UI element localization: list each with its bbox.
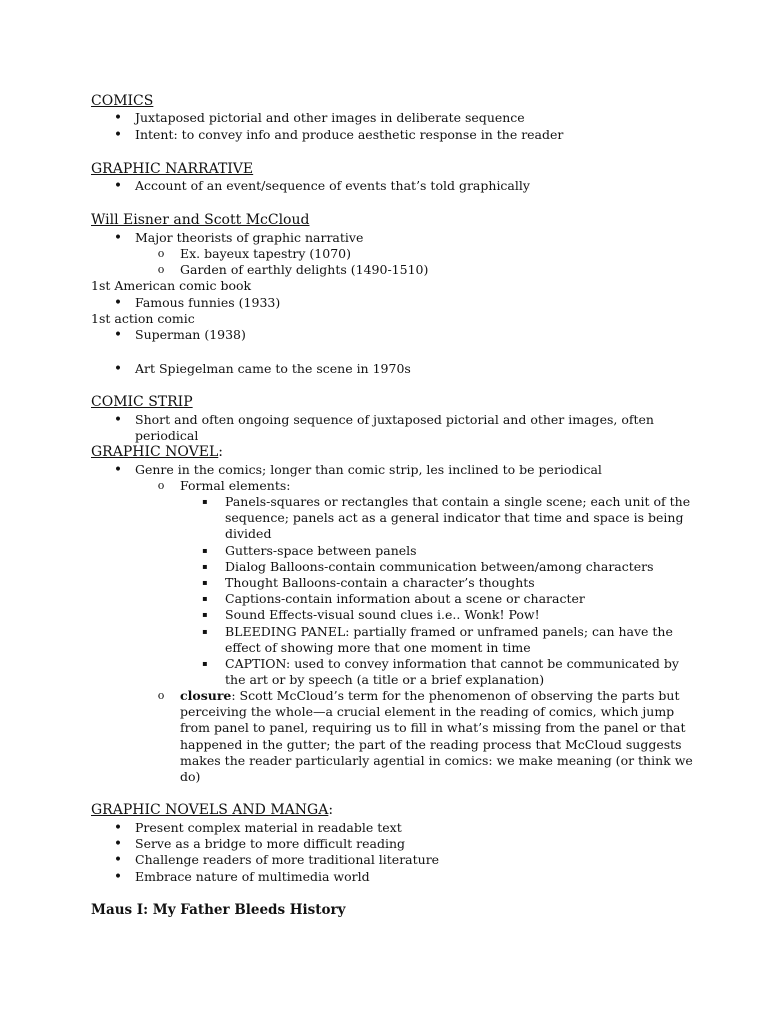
square-marker: ▪ (202, 562, 208, 571)
list-item-continuation: periodical (135, 428, 199, 443)
square-marker: ▪ (202, 594, 208, 603)
bullet-marker: • (113, 869, 123, 885)
element-item: Gutters-space between panels (225, 543, 417, 558)
bullet-marker: • (113, 462, 123, 478)
list-item: Major theorists of graphic narrative (135, 230, 364, 245)
list-item: Present complex material in readable text (135, 820, 402, 835)
closure-continuation: perceiving the whole—a crucial element in the reading of comics, which jump (180, 704, 675, 719)
square-marker: ▪ (202, 627, 208, 636)
element-item: CAPTION: used to convey information that cannot be communicated by (225, 656, 679, 671)
bullet-marker: • (113, 110, 123, 126)
element-item: Panels-squares or rectangles that contain a single scene; each unit of the (225, 494, 691, 509)
list-item: Embrace nature of multimedia world (135, 869, 370, 884)
element-item: BLEEDING PANEL: partially framed or unframed panels; can have the (225, 624, 673, 639)
bullet-marker: • (113, 361, 123, 377)
heading-graphic-novel: GRAPHIC NOVEL (91, 444, 219, 460)
list-item: Account of an event/sequence of events that’s told graphically (135, 178, 530, 193)
label-first-comic-book: 1st American comic book (91, 278, 252, 293)
heading-comics: COMICS (91, 93, 154, 109)
element-continuation: divided (225, 526, 272, 541)
list-item: Short and often ongoing sequence of juxtaposed pictorial and other images, often (135, 412, 654, 427)
bullet-marker: • (113, 295, 123, 311)
list-item: Challenge readers of more traditional literature (135, 852, 440, 867)
bullet-marker: • (113, 230, 123, 246)
circle-marker: o (157, 247, 165, 260)
heading-eisner-mccloud: Will Eisner and Scott McCloud (91, 212, 310, 228)
square-marker: ▪ (202, 659, 208, 668)
element-continuation: the art or by speech (a title or a brief explanation) (225, 672, 545, 687)
square-marker: ▪ (202, 546, 208, 555)
bullet-marker: • (113, 412, 123, 428)
list-subitem: Ex. bayeux tapestry (1070) (180, 246, 351, 261)
element-continuation: effect of showing more that one moment in time (225, 640, 531, 655)
heading-graphic-novel-row (91, 444, 223, 460)
list-item: Juxtaposed pictorial and other images in deliberate sequence (135, 110, 525, 125)
element-item: Dialog Balloons-contain communication between/among characters (225, 559, 654, 574)
list-item: Intent: to convey info and produce aesthetic response in the reader (135, 127, 564, 142)
bullet-marker: • (113, 327, 123, 343)
heading-colon: : (218, 444, 223, 460)
bullet-marker: • (113, 178, 123, 194)
closure-continuation: from panel to panel, requiring us to fill in what’s missing from the panel or that (180, 720, 686, 735)
heading-novels-manga: GRAPHIC NOVELS AND MANGA (91, 802, 329, 818)
bullet-marker: • (113, 820, 123, 836)
square-marker: ▪ (202, 497, 208, 506)
bullet-marker: • (113, 127, 123, 143)
closure-continuation: happened in the gutter; the part of the reading process that McCloud suggests (180, 737, 682, 752)
list-item: Famous funnies (1933) (135, 295, 281, 310)
list-item: Genre in the comics; longer than comic strip, les inclined to be periodical (135, 462, 602, 477)
heading-colon: : (328, 802, 334, 818)
maus-title: Maus I: My Father Bleeds History (91, 902, 346, 918)
circle-marker: o (157, 263, 165, 276)
list-item: Art Spiegelman came to the scene in 1970s (135, 361, 411, 376)
square-marker: ▪ (202, 578, 208, 587)
list-item: Superman (1938) (135, 327, 246, 342)
element-item: Captions-contain information about a scene or character (225, 591, 585, 606)
element-item: Sound Effects-visual sound clues i.e.. Wonk! Pow! (225, 607, 540, 622)
heading-graphic-narrative: GRAPHIC NARRATIVE (91, 161, 254, 177)
closure-definition: : Scott McCloud’s term for the phenomenon of observing the parts but (231, 688, 680, 703)
closure-line (180, 688, 680, 704)
closure-continuation: do) (180, 769, 201, 784)
list-subitem: Garden of earthly delights (1490-1510) (180, 262, 429, 277)
square-marker: ▪ (202, 610, 208, 619)
bullet-marker: • (113, 852, 123, 868)
list-item: Serve as a bridge to more difficult reading (135, 836, 406, 851)
heading-novels-manga-row (91, 802, 333, 818)
element-continuation: sequence; panels act as a general indicator that time and space is being (225, 510, 684, 525)
closure-term: closure (180, 688, 232, 703)
heading-comic-strip: COMIC STRIP (91, 394, 193, 410)
circle-marker: o (157, 479, 165, 492)
label-first-action-comic: 1st action comic (91, 311, 195, 326)
list-subitem: Formal elements: (180, 478, 291, 493)
element-item: Thought Balloons-contain a character’s thoughts (225, 575, 535, 590)
circle-marker: o (157, 689, 165, 702)
bullet-marker: • (113, 836, 123, 852)
closure-continuation: makes the reader particularly agential in comics: we make meaning (or think we (180, 753, 693, 768)
